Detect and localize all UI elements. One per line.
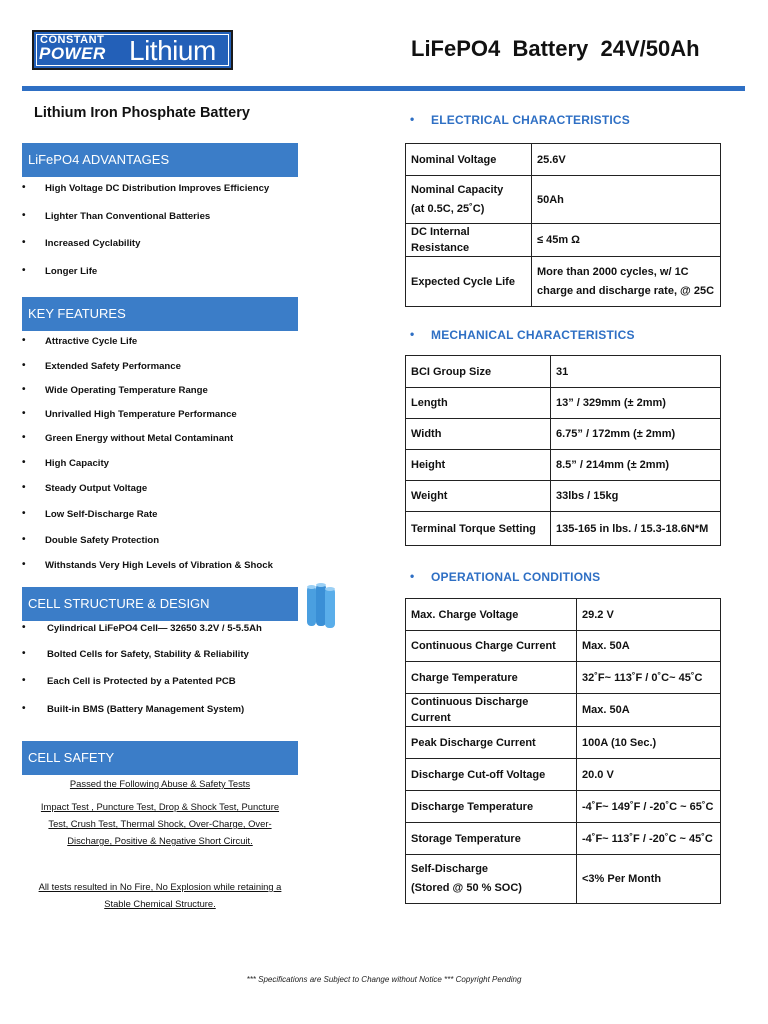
spec-label xyxy=(406,419,551,450)
cell-text: Max. 50A xyxy=(582,640,630,652)
cell-text: Nominal Voltage xyxy=(411,153,497,166)
table-row xyxy=(406,224,721,257)
spec-label xyxy=(406,388,551,419)
table-row xyxy=(406,727,721,759)
cell-text: 32˚F~ 113˚F / 0˚C~ 45˚C xyxy=(582,671,703,684)
features-item-label: Double Safety Protection xyxy=(45,535,160,546)
text-line: All tests resulted in No Fire, No Explosion while retaining a xyxy=(38,881,282,892)
advantages-heading: LiFePO4 ADVANTAGES xyxy=(22,143,298,177)
cell-text: Height xyxy=(411,459,446,471)
advantages-item-label: Increased Cyclability xyxy=(45,238,141,249)
operational-heading-label: OPERATIONAL CONDITIONS xyxy=(431,570,601,584)
bullet-icon: • xyxy=(22,457,26,468)
cell-text: 33lbs / 15kg xyxy=(556,490,619,502)
table-row xyxy=(406,176,721,224)
text-line: Impact Test , Puncture Test, Drop & Shock Test, Puncture xyxy=(40,801,280,812)
table-row xyxy=(406,855,721,904)
cell-text: Length xyxy=(411,397,448,409)
spec-value xyxy=(551,512,721,546)
table-row xyxy=(406,257,721,307)
spec-value xyxy=(577,855,721,904)
structure-item-label: Built-in BMS (Battery Management System) xyxy=(47,704,245,715)
table-row xyxy=(406,512,721,546)
cell-text: Discharge Temperature xyxy=(411,800,534,813)
cell-text: -4˚F~ 149˚F / -20˚C ~ 65˚C xyxy=(582,800,714,813)
bullet-icon: • xyxy=(22,432,26,443)
bullet-icon: • xyxy=(22,648,26,659)
safety-result xyxy=(22,878,298,912)
features-item-label: Attractive Cycle Life xyxy=(45,336,138,347)
cell-text: DC Internal Resistance xyxy=(411,226,470,254)
spec-label xyxy=(406,759,577,791)
bullet-icon: • xyxy=(22,675,26,686)
structure-heading: CELL STRUCTURE & DESIGN xyxy=(22,587,298,621)
table-row xyxy=(406,388,721,419)
advantages-item-label: Longer Life xyxy=(45,266,98,277)
cell-text: Max. Charge Voltage xyxy=(411,608,519,621)
safety-tests xyxy=(22,798,298,849)
text-line: Test, Crush Test, Thermal Shock, Over-Charge, Over- xyxy=(48,818,272,829)
bullet-icon: • xyxy=(22,384,26,395)
cell-text: 13” / 329mm (± 2mm) xyxy=(556,397,666,409)
cell-text: 100A (10 Sec.) xyxy=(582,736,657,749)
spec-label xyxy=(406,599,577,631)
bullet-icon: • xyxy=(22,265,26,276)
spec-value xyxy=(577,662,721,694)
bullet-icon: • xyxy=(22,534,26,545)
footer-note: *** Specifications are Subject to Change without Notice *** Copyright Pending xyxy=(246,975,522,984)
bullet-icon: • xyxy=(22,335,26,346)
cell-text: Continuous Discharge Current xyxy=(411,696,529,724)
bullet-icon: • xyxy=(22,622,26,633)
cell-text: 31 xyxy=(556,365,569,378)
cell-text: Peak Discharge Current xyxy=(411,736,536,749)
battery-cells-image xyxy=(305,582,337,630)
cell-text: Width xyxy=(411,428,442,440)
logo-power: POWER xyxy=(39,44,106,63)
cell-text: 135-165 in lbs. / 15.3-18.6N*M xyxy=(556,522,709,535)
spec-value xyxy=(551,450,721,481)
spec-label xyxy=(406,144,532,176)
cell-text: 50Ah xyxy=(537,193,564,206)
features-item-label: Withstands Very High Levels of Vibration & Shock xyxy=(45,560,273,571)
features-item-label: Unrivalled High Temperature Performance xyxy=(45,409,237,420)
spec-value xyxy=(577,694,721,727)
table-row xyxy=(406,599,721,631)
table-row xyxy=(406,419,721,450)
spec-label xyxy=(406,481,551,512)
spec-label xyxy=(406,823,577,855)
bullet-icon: • xyxy=(22,182,26,193)
features-item-label: Steady Output Voltage xyxy=(45,483,148,494)
bullet-icon: • xyxy=(410,327,415,341)
spec-value xyxy=(577,599,721,631)
features-item-label: High Capacity xyxy=(45,458,109,469)
cell-text: Charge Temperature xyxy=(411,671,518,684)
advantages-item-label: Lighter Than Conventional Batteries xyxy=(45,211,211,222)
spec-label xyxy=(406,224,532,257)
spec-label xyxy=(406,791,577,823)
spec-label xyxy=(406,662,577,694)
spec-value xyxy=(551,388,721,419)
cell-text: Nominal Capacity xyxy=(411,183,504,196)
cell-text: 6.75” / 172mm (± 2mm) xyxy=(556,428,676,440)
table-row xyxy=(406,791,721,823)
spec-label xyxy=(406,631,577,662)
bullet-icon: • xyxy=(22,360,26,371)
features-item-label: Extended Safety Performance xyxy=(45,361,181,372)
mechanical-heading-label: MECHANICAL CHARACTERISTICS xyxy=(431,328,635,342)
logo-constant: CONSTANT xyxy=(40,34,105,46)
spec-label xyxy=(406,176,532,224)
cell-text: ≤ 45m Ω xyxy=(537,234,580,246)
bullet-icon: • xyxy=(22,482,26,493)
table-row xyxy=(406,450,721,481)
cell-text: -4˚F~ 113˚F / -20˚C ~ 45˚C xyxy=(582,832,713,845)
spec-value xyxy=(551,356,721,388)
cell-text: More than 2000 cycles, w/ 1C xyxy=(537,265,689,278)
spec-value xyxy=(577,759,721,791)
advantages-item-label: High Voltage DC Distribution Improves Efficiency xyxy=(45,183,270,194)
spec-value xyxy=(532,224,721,257)
cell-text: 25.6V xyxy=(537,153,566,166)
cell-text: Discharge Cut-off Voltage xyxy=(411,768,546,781)
features-item-label: Wide Operating Temperature Range xyxy=(45,385,208,396)
table-row xyxy=(406,759,721,791)
mechanical-table xyxy=(405,355,721,546)
spec-value xyxy=(551,481,721,512)
bullet-icon: • xyxy=(410,569,415,583)
spec-value xyxy=(577,727,721,759)
spec-value xyxy=(577,823,721,855)
cell-text: charge and discharge rate, @ 25C xyxy=(537,284,715,297)
bullet-icon: • xyxy=(22,408,26,419)
structure-item-label: Cylindrical LiFePO4 Cell— 32650 3.2V / 5-5.5Ah xyxy=(47,623,262,634)
cell-text: 8.5” / 214mm (± 2mm) xyxy=(556,459,670,471)
cell-text: Max. 50A xyxy=(582,704,630,716)
features-heading: KEY FEATURES xyxy=(22,297,298,331)
cell-text: 20.0 V xyxy=(582,768,614,781)
features-item-label: Green Energy without Metal Contaminant xyxy=(45,433,234,444)
electrical-table xyxy=(405,143,721,307)
bullet-icon: • xyxy=(22,210,26,221)
table-row xyxy=(406,662,721,694)
table-row xyxy=(406,144,721,176)
cell-text: (at 0.5C, 25˚C) xyxy=(411,202,485,215)
table-row xyxy=(406,481,721,512)
features-item-label: Low Self-Discharge Rate xyxy=(45,509,158,520)
bullet-icon: • xyxy=(22,703,26,714)
spec-value xyxy=(577,631,721,662)
logo-lithium: Lithium xyxy=(129,35,216,66)
spec-value xyxy=(532,144,721,176)
table-row xyxy=(406,356,721,388)
spec-label xyxy=(406,855,577,904)
spec-value xyxy=(532,257,721,307)
spec-value xyxy=(532,176,721,224)
spec-label xyxy=(406,694,577,727)
table-row xyxy=(406,694,721,727)
electrical-heading-label: ELECTRICAL CHARACTERISTICS xyxy=(431,113,630,127)
spec-value xyxy=(551,419,721,450)
bullet-icon: • xyxy=(22,237,26,248)
header-divider xyxy=(22,86,745,91)
bullet-icon: • xyxy=(410,112,415,126)
cell-text: <3% Per Month xyxy=(582,873,662,885)
cell-text: Continuous Charge Current xyxy=(411,640,556,652)
structure-item-label: Bolted Cells for Safety, Stability & Reliability xyxy=(47,649,249,660)
structure-item-label: Each Cell is Protected by a Patented PCB xyxy=(47,676,236,687)
document-title: LiFePO4 Battery 24V/50Ah xyxy=(411,36,700,61)
operational-table xyxy=(405,598,721,904)
bullet-icon: • xyxy=(22,559,26,570)
spec-label xyxy=(406,356,551,388)
document-subtitle: Lithium Iron Phosphate Battery xyxy=(34,105,250,121)
cell-text: Terminal Torque Setting xyxy=(411,522,536,535)
table-row xyxy=(406,631,721,662)
cell-text: (Stored @ 50 % SOC) xyxy=(411,882,522,894)
cell-text: 29.2 V xyxy=(582,608,614,621)
cell-text: Self-Discharge xyxy=(411,863,489,875)
spec-label xyxy=(406,257,532,307)
cell-text: Expected Cycle Life xyxy=(411,275,515,288)
spec-label xyxy=(406,512,551,546)
safety-passed-label: Passed the Following Abuse & Safety Tests xyxy=(69,778,251,789)
brand-logo xyxy=(32,30,233,70)
spec-label xyxy=(406,450,551,481)
cell-text: BCI Group Size xyxy=(411,365,492,378)
text-line: Discharge, Positive & Negative Short Circuit. xyxy=(67,835,253,846)
bullet-icon: • xyxy=(22,508,26,519)
text-line: Stable Chemical Structure. xyxy=(104,898,216,909)
table-row xyxy=(406,823,721,855)
spec-label xyxy=(406,727,577,759)
safety-heading: CELL SAFETY xyxy=(22,741,298,775)
spec-value xyxy=(577,791,721,823)
cell-text: Storage Temperature xyxy=(411,832,521,845)
cell-text: Weight xyxy=(411,490,448,502)
